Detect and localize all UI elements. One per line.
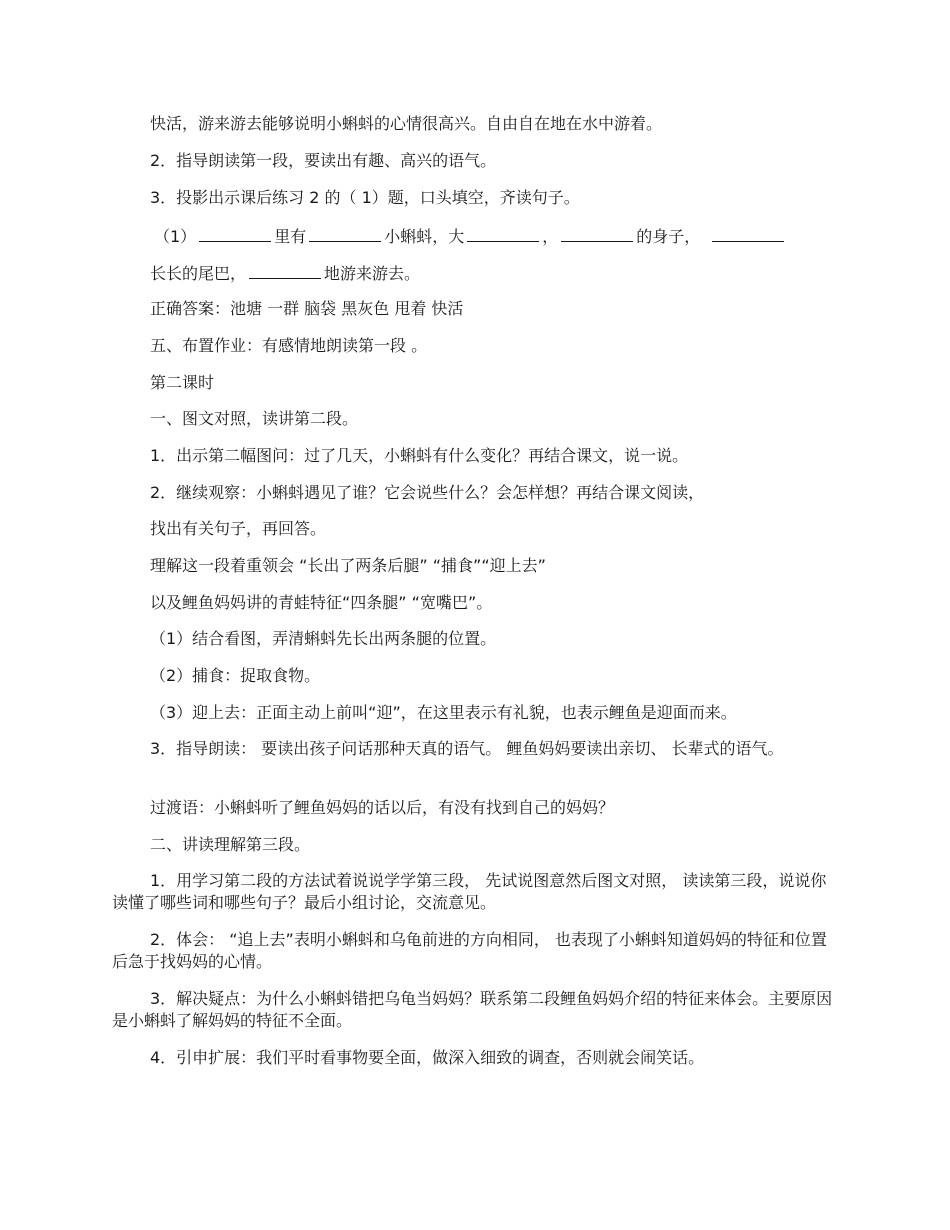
fill-blank	[712, 225, 784, 242]
paragraph: 2．体会： “追上去”表明小蝌蚪和乌龟前进的方向相同， 也表现了小蝌蚪知道妈妈的特征和位置后急于找妈妈的心情。	[112, 930, 827, 971]
fill-blank	[249, 262, 321, 279]
fill-text: 长长的尾巴，	[150, 264, 247, 283]
paragraph: 3．指导朗读： 要读出孩子问话那种天真的语气。 鲤鱼妈妈要读出亲切、 长辈式的语气。	[150, 739, 784, 758]
text-line: 以及鲤鱼妈妈讲的青蛙特征“四条腿” “宽嘴巴”。	[150, 593, 493, 612]
fill-text: （1）	[154, 227, 197, 246]
text-line: 4．引申扩展：我们平时看事物要全面，做深入细致的调查，否则就会闹笑话。	[150, 1048, 705, 1067]
text-line: 快活，游来游去能够说明小蝌蚪的心情很高兴。自由自在地在水中游着。	[150, 114, 663, 133]
fill-in-line-cont	[150, 262, 840, 285]
section-heading: 第二课时	[150, 373, 215, 392]
fill-blank	[199, 225, 271, 242]
text-line: 1．出示第二幅图问：过了几天，小蝌蚪有什么变化？再结合课文，说一说。	[150, 446, 689, 465]
paragraph: 1．用学习第二段的方法试着说说学学第三段， 先试说图意然后图文对照， 读读第三段，说说你读懂了哪些词和哪些句子？最后小组讨论，交流意见。	[112, 871, 827, 912]
text-line: （3）迎上去：正面主动上前叫“迎”，在这里表示有礼貌，也表示鲤鱼是迎面而来。	[150, 703, 737, 722]
fill-blank	[561, 225, 633, 242]
fill-blank	[309, 225, 381, 242]
paragraph: 3．解决疑点：为什么小蝌蚪错把乌龟当妈妈？联系第二段鲤鱼妈妈介绍的特征来体会。主要原因是小蝌蚪了解妈妈的特征不全面。	[112, 989, 833, 1030]
text-line: 2．继续观察：小蝌蚪遇见了谁？它会说些什么？会怎样想？再结合课文阅读，	[150, 483, 705, 502]
fill-in-line	[154, 225, 844, 248]
text-line: 2．指导朗读第一段，要读出有趣、高兴的语气。	[150, 151, 497, 170]
text-line: （1）结合看图，弄清蝌蚪先长出两条腿的位置。	[150, 629, 497, 648]
text-line: 一、图文对照，读讲第二段。	[150, 409, 359, 428]
text-line: 3．投影出示课后练习 2 的（ 1）题，口头填空，齐读句子。	[150, 188, 580, 207]
text-line: 过渡语：小蝌蚪听了鲤鱼妈妈的话以后，有没有找到自己的妈妈？	[150, 798, 615, 817]
fill-text: 小蝌蚪，大	[384, 227, 465, 246]
fill-text: 的身子，	[636, 227, 701, 246]
text-line: 二、讲读理解第三段。	[150, 835, 311, 854]
text-line: 五、布置作业：有感情地朗读第一段 。	[150, 336, 428, 355]
text-line: 找出有关句子，再回答。	[150, 519, 327, 538]
fill-text: 里有	[274, 227, 307, 246]
fill-text: 地游来游去。	[324, 264, 421, 283]
text-line: 理解这一段着重领会 “长出了两条后腿” “捕食”“迎上去”	[150, 556, 546, 575]
fill-text: ，	[542, 227, 559, 246]
fill-blank	[467, 225, 539, 242]
answer-line: 正确答案：池塘 一群 脑袋 黑灰色 甩着 快活	[150, 299, 464, 318]
text-line: （2）捕食：捉取食物。	[150, 666, 321, 685]
